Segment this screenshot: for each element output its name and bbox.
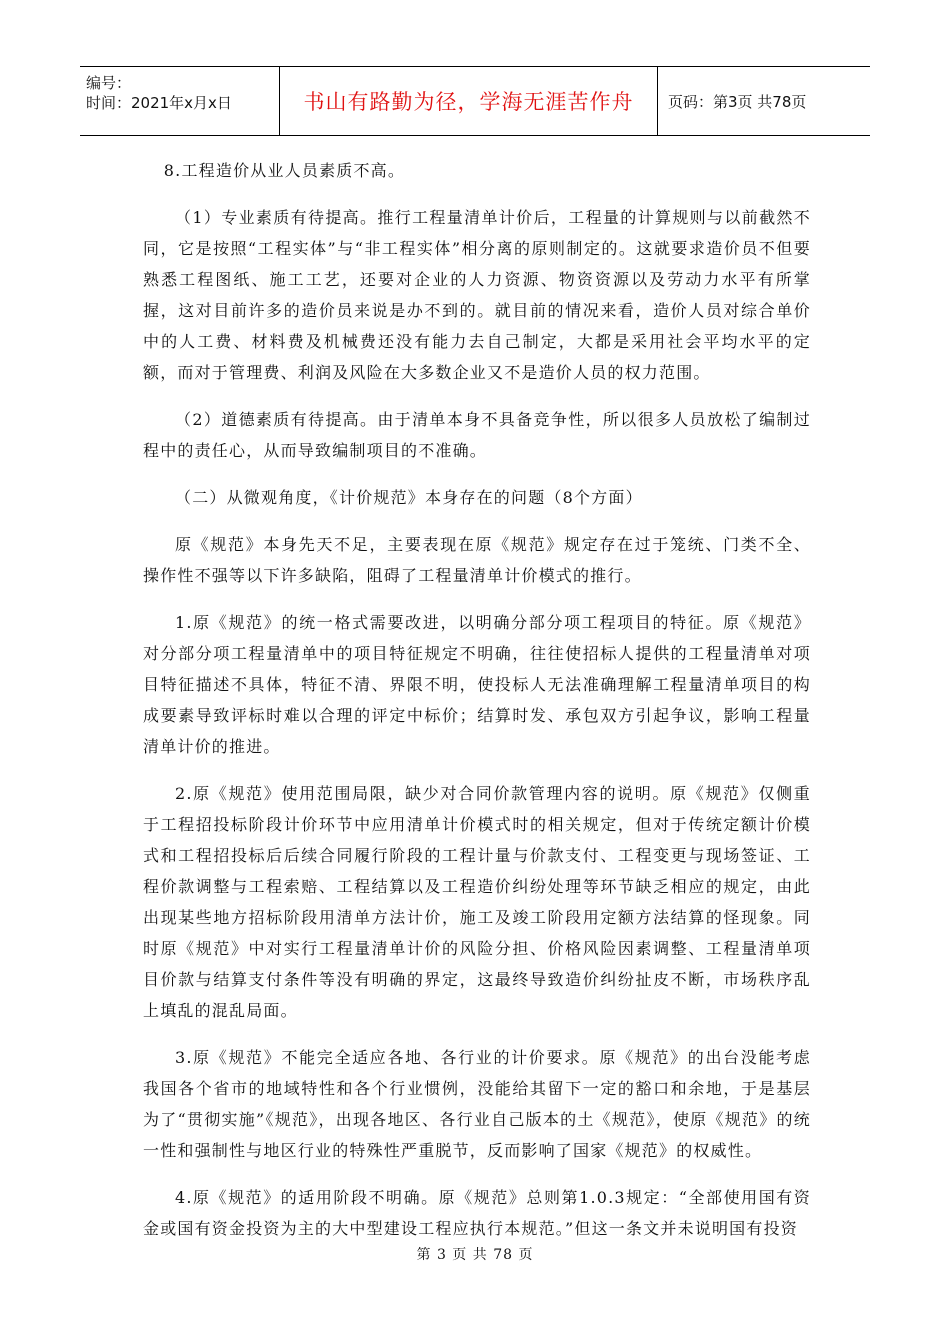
header-motto: 书山有路勤为径，学海无涯苦作舟 (280, 67, 658, 135)
paragraph: 原《规范》本身先天不足，主要表现在原《规范》规定存在过于笼统、门类不全、操作性不强等以下许多缺陷，阻碍了工程量清单计价模式的推行。 (143, 535, 811, 585)
paragraph: 8.工程造价从业人员素质不高。 (163, 161, 406, 180)
header-page-info: 页码：第3页 共78页 (668, 92, 807, 111)
paragraph: （2）道德素质有待提高。由于清单本身不具备竞争性，所以很多人员放松了编制过程中的责任心，从而导致编制项目的不准确。 (143, 410, 811, 460)
paragraph: 3.原《规范》不能完全适应各地、各行业的计价要求。原《规范》的出台没能考虑我国各个省市的地域特性和各个行业惯例，没能给其留下一定的豁口和余地，于是基层为了“贯彻实施”《规范》，出现各地区、各行业自己版本的土《规范》，使原《规范》的统一性和强制性与地区行业的特殊性严重脱节，反而影响了国家《规范》的权威性。 (143, 1048, 811, 1160)
paragraph: （1）专业素质有待提高。推行工程量清单计价后，工程量的计算规则与以前截然不同，它是按照“工程实体”与“非工程实体”相分离的原则制定的。这就要求造价员不但要熟悉工程图纸、施工工艺，还要对企业的人力资源、物资资源以及劳动力水平有所掌握，这对目前许多的造价员来说是办不到的。就目前的情况来看，造价人员对综合单价中的人工费、材料费及机械费还没有能力去自己制定，大都是采用社会平均水平的定额，而对于管理费、利润及风险在大多数企业又不是造价人员的权力范围。 (143, 208, 811, 382)
section-heading: （二）从微观角度，《计价规范》本身存在的问题（8个方面） (175, 488, 643, 507)
document-date: 时间：2021年x月x日 (86, 94, 232, 112)
paragraph: 4.原《规范》的适用阶段不明确。原《规范》总则第1.0.3规定：“全部使用国有资金或国有资金投资为主的大中型建设工程应执行本规范。”但这一条文并未说明国有投资 (143, 1188, 811, 1238)
page-footer: 第 3 页 共 78 页 (416, 1247, 534, 1263)
document-number-label: 编号： (86, 74, 132, 92)
document-body (143, 155, 811, 1260)
header-meta (80, 67, 280, 135)
page-header (80, 66, 870, 136)
paragraph: 1.原《规范》的统一格式需要改进，以明确分部分项工程项目的特征。原《规范》对分部分项工程量清单中的项目特征规定不明确，往往使招标人提供的工程量清单对项目特征描述不具体，特征不清、界限不明，使投标人无法准确理解工程量清单项目的构成要素导致评标时难以合理的评定中标价；结算时发、承包双方引起争议，影响工程量清单计价的推进。 (143, 613, 811, 756)
paragraph: 2.原《规范》使用范围局限，缺少对合同价款管理内容的说明。原《规范》仅侧重于工程招投标阶段计价环节中应用清单计价模式时的相关规定，但对于传统定额计价模式和工程招投标后后续合同履行阶段的工程计量与价款支付、工程变更与现场签证、工程价款调整与工程索赔、工程结算以及工程造价纠纷处理等环节缺乏相应的规定，由此出现某些地方招标阶段用清单方法计价，施工及竣工阶段用定额方法结算的怪现象。同时原《规范》中对实行工程量清单计价的风险分担、价格风险因素调整、工程量清单项目价款与结算支付条件等没有明确的界定，这最终导致造价纠纷扯皮不断，市场秩序乱上填乱的混乱局面。 (143, 784, 811, 1020)
